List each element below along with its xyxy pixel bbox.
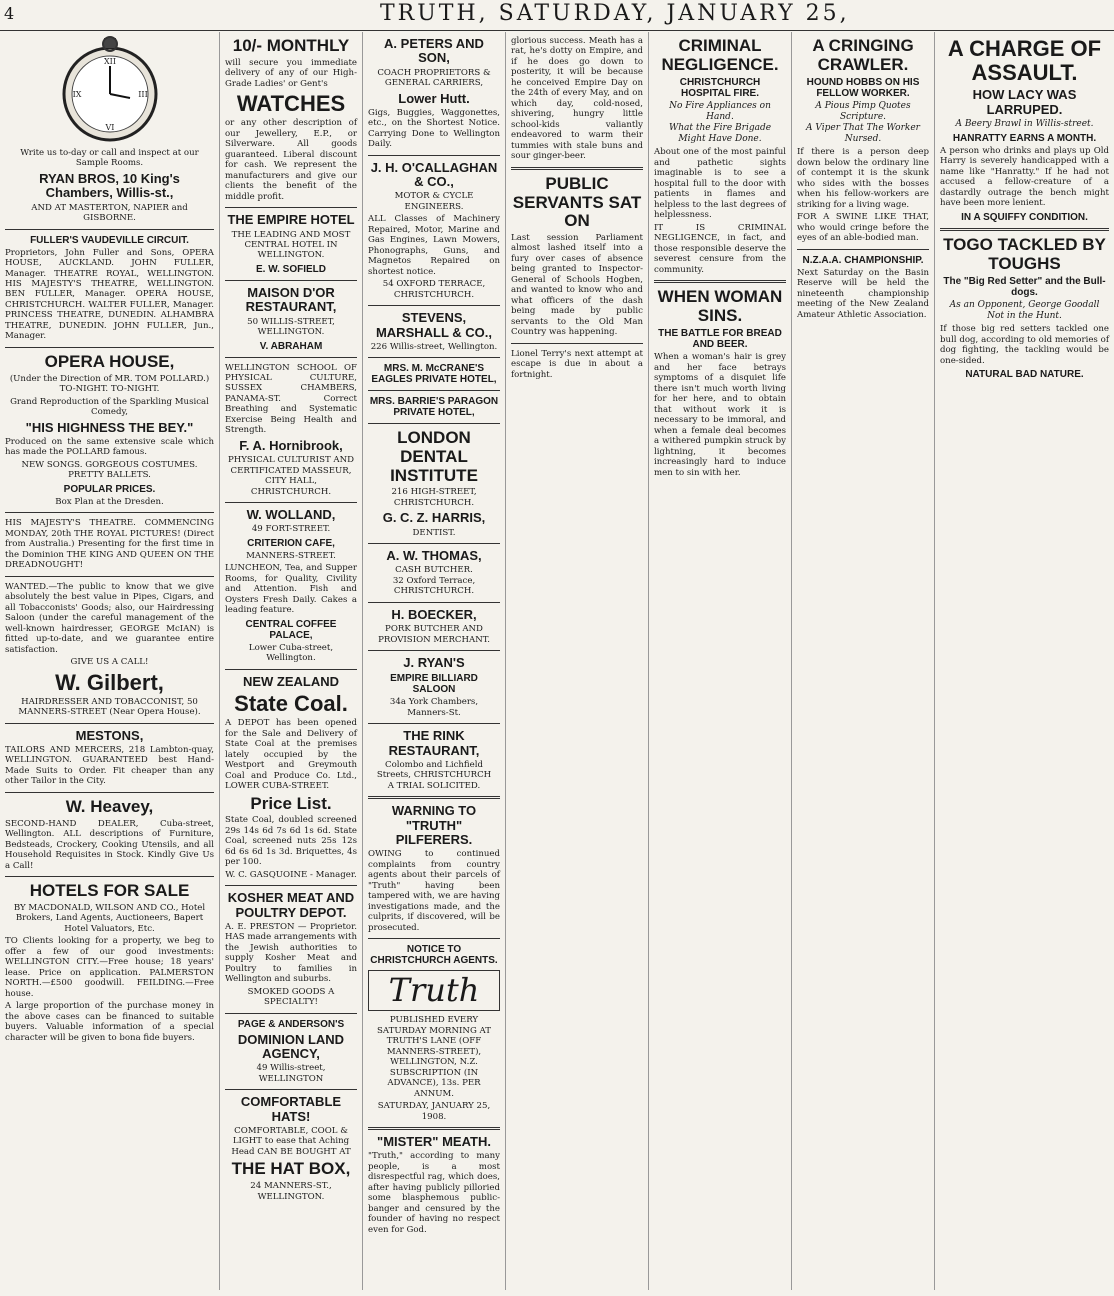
dominion-sub: 49 Willis-street, WELLINGTON (256, 1063, 326, 1084)
hotels-foot: A large proportion of the purchase money in the above cases can be financed to suitable buyers. Valuable information of a special character will be given to bona fide buyers. (5, 1001, 214, 1043)
crawler-body: If there is a person deep down below the ordinary line of contempt it is the skunk who sides with the bosses when his fellow-workers are striking for a living wage. (797, 147, 929, 210)
dental-title: LONDON DENTAL INSTITUTE (390, 428, 478, 485)
assault-title: A CHARGE OF ASSAULT. (947, 36, 1102, 86)
meath-body: glorious success. Meath has a rat, he's dotty on Empire, and if he does go down to posterity, it will be because he conceived Empire Day on the 24th of every May, and on which day, cold-nosed, shivering, hungry little school-kids valiantly endeavored to warm their tummies with stale buns and sour ginger-beer. (511, 36, 643, 162)
price-title: Price List. (250, 793, 332, 813)
harris-sub: DENTIST. (412, 527, 456, 538)
woman-sins-title: WHEN WOMAN SINS. (657, 287, 783, 325)
wanted-body: WANTED.—The public to know that we give absolutely the best value in Pipes, Cigars, and all Tobacconists' Goods; also, our Hairdressing Saloon (under the careful management of the well-known hairdresser, GEORGE McIAN) is fitted up-to-date, and we guarantee entire satisfaction. (5, 581, 214, 655)
hats-title: COMFORTABLE HATS! (240, 1094, 342, 1124)
opera-sub: (Under the Direction of MR. TOM POLLARD.) (9, 373, 210, 384)
opera-body2: Produced on the same extensive scale which has made the POLLARD famous. (5, 436, 214, 458)
squiffy-subhead: IN A SQUIFFY CONDITION. (961, 211, 1088, 223)
ocallaghan-sub: MOTOR & CYCLE ENGINEERS. (394, 191, 474, 212)
hornibrook-sub: PHYSICAL CULTURIST AND CERTIFICATED MASSEUR, CITY HALL, CHRISTCHURCH. (227, 455, 355, 497)
price-body: State Coal, doubled screened 29s 14s 6d 7s 6d 1s 6d. State Coal, screened nuts 25s 12s 6d 6s 6d 1s 3d. Briquettes, 4s per 100. (225, 815, 357, 868)
opera-body: Grand Reproduction of the Sparkling Musical Comedy, (10, 396, 209, 418)
coal-title-1: NEW ZEALAND (242, 673, 340, 689)
negligence-body: About one of the most painful and pathetic sights imaginable is to see a hospital full to the door with patients in flames and helpless to the last degrees of helplessness. (654, 147, 786, 221)
ryan-name: J. RYAN'S (403, 655, 465, 671)
opera-songs: NEW SONGS. GORGEOUS COSTUMES. PRETTY BALLETS. (21, 459, 198, 481)
peters-sub: COACH PROPRIETORS & GENERAL CARRIERS, (377, 67, 491, 89)
crawler-body-2: FOR A SWINE LIKE THAT, who would cringe before the eyes of an able-bodied man. (797, 212, 929, 244)
pocket-watch-illustration (35, 36, 185, 146)
public-servants-body: Last session Parliament almost lashed itself into a fury over cases of absence being granted to Inspector-General of Schools Hogben, and wanted to know who and what officers of the dash being made by public servants to the Old Man Country was happening. (511, 232, 643, 338)
ryan-sub: EMPIRE BILLIARD SALOON (390, 673, 478, 696)
fuller-title: FULLER'S VAUDEVILLE CIRCUIT. (30, 234, 189, 246)
monthly-title: 10/- MONTHLY (232, 36, 350, 55)
mister-meath-title: "MISTER" MEATH. (377, 1134, 491, 1150)
opera-title: OPERA HOUSE, (44, 351, 175, 371)
negligence-body-2: IT IS CRIMINAL NEGLIGENCE, in fact, and those responsible deserve the severest censure from the community. (654, 222, 786, 275)
hotels-body: TO Clients looking for a property, we beg to offer a few of our good investments: WELLINGTON CITY.—Free house; 18 years' lease. Price on application. PALMERSTON NORTH.—£500 goodwill. FEILDING.—Free house. (5, 936, 214, 999)
coal-body: A DEPOT has been opened for the Sale and Delivery of State Coal at the premises lately occupied by the Westport and Greymouth Coal and Produce Co. Ltd., LOWER CUBA-STREET. (225, 718, 357, 792)
gilbert-sub: HAIRDRESSER AND TOBACCONIST, 50 MANNERS-STREET (Near Opera House). (18, 696, 201, 718)
column-4 (506, 32, 649, 1290)
criterion-sub: MANNERS-STREET. (246, 550, 336, 561)
dental-sub: 216 HIGH-STREET, CHRISTCHURCH. (391, 487, 477, 508)
heavey-body: SECOND-HAND DEALER, Cuba-street, Wellington. ALL descriptions of Furniture, Bedsteads, Crockery, Cooking Utensils, and all Household Requisites in Stock. Kindly Give Us a Call! (5, 818, 214, 871)
kosher-body: A. E. PRESTON — Proprietor. HAS made arrangements with the Jewish authorities to supply Kosher Meat and Poultry to families in Wellington and suburbs. (225, 921, 357, 985)
opera-plan: Box Plan at the Dresden. (55, 496, 164, 507)
eagles-title: MRS. M. McCRANE'S EAGLES PRIVATE HOTEL, (371, 363, 497, 386)
peters-body: Gigs, Buggies, Waggonettes, etc., on the Shortest Notice. Carrying Done to Wellington Daily. (368, 107, 500, 150)
boecker-sub: PORK BUTCHER AND PROVISION MERCHANT. (378, 624, 490, 645)
togo-title: TOGO TACKLED BY TOUGHS (943, 234, 1106, 273)
mister-meath-body: "Truth," according to many people, is a most disrespectful rag, which does, after having publicly pilloried some blasphemous public-banger and censured by the founder of having no respect even for God. (368, 1151, 500, 1235)
hatbox-sub: 24 MANNERS-ST., WELLINGTON. (250, 1181, 332, 1202)
dateline: SATURDAY, JANUARY 25, 1908. (377, 1101, 491, 1122)
svg-text:XII: XII (103, 57, 116, 66)
criterion-title: CRITERION CAFE, (247, 537, 335, 549)
empire-title: THE EMPIRE HOTEL (227, 212, 355, 228)
meston-name: MESTONS, (75, 727, 144, 743)
fuller-body: Proprietors, John Fuller and Sons, OPERA HOUSE, AUCKLAND. JOHN FULLER, Manager. THEATRE ROYAL, WELLINGTON. HIS MAJESTY'S THEATRE, WELLINGTON. BEN FULLER, Manager. OPERA HOUSE, CHRISTCHURCH. WALTER FULLER, Manager. PRINCESS THEATRE, DUNEDIN. ALHAMBRA THEATRE, DUNEDIN. JOHN FULLER, Jun., Manager. (5, 247, 214, 342)
wolland-name: W. WOLLAND, (246, 507, 336, 523)
dominion-title: DOMINION LAND AGENCY, (237, 1031, 345, 1062)
coal-title-2: State Coal. (234, 691, 348, 717)
empire-manager: E. W. SOFIELD (255, 263, 326, 275)
togo-sub-2: As an Opponent, George Goodall Not in the Hunt. (949, 300, 1100, 322)
newspaper-title: TRUTH, SATURDAY, JANUARY 25, (380, 1, 850, 26)
stevens-sub: 226 Willis-street, Wellington. (370, 341, 498, 352)
monthly-body2: or any other description of our Jewellery, E.P., or Silverware. All goods guaranteed. Liberal discount for cash. We represent the manufacturers and give our clients the benefit of the middle profit. (225, 118, 357, 202)
opera-tonight: TO-NIGHT. TO-NIGHT. (59, 384, 160, 395)
togo-sub: The "Big Red Setter" and the Bull-dogs. (943, 276, 1106, 299)
hotels-title: HOTELS FOR SALE (29, 881, 190, 901)
smoked-goods: SMOKED GOODS A SPECIALTY! (247, 986, 335, 1008)
majesty-body: HIS MAJESTY'S THEATRE. COMMENCING MONDAY, 20th THE ROYAL PICTURES! (Direct from Australia.) Presenting for the first time in the Dominion THE KING AND QUEEN ON THE DREADNOUGHT! (5, 518, 214, 571)
public-servants-title: PUBLIC SERVANTS SAT ON (512, 173, 642, 231)
watches-title: WATCHES (236, 91, 346, 117)
gilbert-name: W. Gilbert, (55, 669, 164, 695)
watch-seller-sub: AND AT MASTERTON, NAPIER and GISBORNE. (31, 202, 188, 224)
page-anderson: PAGE & ANDERSON'S (237, 1018, 345, 1030)
hotels-by: BY MACDONALD, WILSON AND CO., Hotel Brokers, Land Agents, Auctioneers, Bapert Hotel Valuators, Etc. (13, 902, 206, 934)
ocallaghan-address: 54 OXFORD TERRACE, CHRISTCHURCH. (382, 279, 486, 300)
wolland-sub: 49 FORT-STREET. (251, 524, 331, 535)
maison-manager: V. ABRAHAM (259, 340, 323, 352)
peters-title: A. PETERS AND SON, (384, 36, 484, 66)
peters-location: Lower Hutt. (398, 90, 470, 106)
negligence-sub-2: No Fire Appliances on Hand. (669, 101, 771, 123)
column-6 (792, 32, 935, 1290)
harris-name: G. C. Z. HARRIS, (382, 510, 486, 526)
ryan-location: 34a York Chambers, Manners-St. (389, 697, 479, 718)
assault-body: A person who drinks and plays up Old Harry is severely handicapped with a name like "Hanratty." If he had not accused a fellow-creature of a dastardly outrage the bench might have been more lenient. (940, 145, 1109, 209)
central-sub: Lower Cuba-street, Wellington. (248, 642, 334, 664)
assault-sub: HOW LACY WAS LARRUPED. (972, 87, 1077, 117)
nzaa-title: N.Z.A.A. CHAMPIONSHIP. (802, 254, 924, 266)
thomas-name: A. W. THOMAS, (386, 548, 482, 564)
hatbox-title: THE HAT BOX, (231, 1159, 351, 1179)
svg-text:IX: IX (72, 90, 81, 99)
ocallaghan-title: J. H. O'CALLAGHAN & CO., (370, 159, 498, 190)
page-number: 4 (4, 4, 15, 23)
togo-body: If those big red setters tackled one bull dog, according to old memories of dog fighting, the tackling would be one-sided. (940, 324, 1109, 366)
maison-title: MAISON D'OR RESTAURANT, (245, 284, 337, 315)
column-1 (0, 32, 220, 1290)
meston-body: TAILORS AND MERCERS, 218 Lambton-quay, WELLINGTON. GUARANTEED best Hand-Made Suits to Order. Fit cheaper than any other Tailor in the City. (5, 744, 214, 787)
published-notice: PUBLISHED EVERY SATURDAY MORNING AT TRUTH'S LANE (OFF MANNERS-STREET), WELLINGTON, N.Z. SUBSCRIPTION (IN ADVANCE), 13s. PER ANNUM. (376, 1015, 492, 1099)
truth-logo: Truth (368, 970, 500, 1011)
warning-body: OWING to continued complaints from country agents about their parcels of "Truth" having been tampered with, we are having investigations made, and the culprits, if discovered, will be prosecuted. (368, 849, 500, 933)
heavey-name: W. Heavey, (65, 796, 154, 816)
column-3 (363, 32, 506, 1290)
assault-sub-2: A Beery Brawl in Willis-street. (955, 118, 1094, 129)
column-5 (649, 32, 792, 1290)
negligence-sub: CHRISTCHURCH HOSPITAL FIRE. (679, 77, 761, 100)
central-title: CENTRAL COFFEE PALACE, (245, 618, 337, 641)
monthly-body: will secure you immediate delivery of any of our High-Grade Ladies' or Gent's (225, 57, 357, 89)
negligence-title: CRIMINAL NEGLIGENCE. (661, 36, 779, 74)
criterion-body: LUNCHEON, Tea, and Supper Rooms, for Quality, Civility and Attention. Fish and Oysters Fresh Daily. Cakes a leading feature. (225, 563, 357, 616)
rink-sub: Colombo and Lichfield Streets, CHRISTCHURCH (376, 760, 492, 781)
give-call: GIVE US A CALL! (70, 657, 149, 668)
lionel-terry-note: Lionel Terry's next attempt at escape is due in about a fortnight. (511, 348, 643, 380)
thomas-sub: CASH BUTCHER. (395, 565, 473, 576)
notice-title: NOTICE TO CHRISTCHURCH AGENTS. (370, 944, 498, 967)
column-2 (220, 32, 363, 1290)
nzaa-body: Next Saturday on the Basin Reserve will be held the nineteenth championship meeting of the New Zealand Amateur Athletic Association. (797, 267, 929, 320)
maison-sub: 50 WILLIS-STREET, WELLINGTON. (247, 316, 335, 338)
rink-solicit: A TRIAL SOLICITED. (387, 780, 481, 791)
svg-text:VI: VI (105, 123, 114, 132)
rink-title: THE RINK RESTAURANT, (388, 728, 480, 758)
warning-title: WARNING TO "TRUTH" PILFERERS. (391, 803, 477, 848)
crawler-sub-3: A Viper That The Worker Nursed. (806, 123, 920, 145)
thomas-address: 32 Oxford Terrace, CHRISTCHURCH. (392, 575, 476, 597)
physical-body: WELLINGTON SCHOOL OF PHYSICAL CULTURE, SUSSEX CHAMBERS, PANAMA-ST. Correct Breathing and Systematic Exercise Being Health and Strength. (225, 362, 357, 436)
watch-text: Write us to-day or call and inspect at our Sample Rooms. (20, 148, 199, 169)
hornibrook-name: F. A. Hornibrook, (239, 437, 343, 453)
watch-seller: RYAN BROS, 10 King's Chambers, Willis-st., (39, 170, 180, 201)
natural-subhead: NATURAL BAD NATURE. (965, 369, 1084, 381)
paragon-title: MRS. BARRIE'S PARAGON PRIVATE HOTEL, (369, 396, 499, 419)
crawler-sub-2: A Pious Pimp Quotes Scripture. (815, 101, 911, 123)
crawler-title: A CRINGING CRAWLER. (812, 36, 914, 74)
boecker-name: H. BOECKER, (391, 606, 477, 622)
ocallaghan-body: ALL Classes of Machinery Repaired, Motor, Marine and Gas Engines, Lawn Mowers, Phonographs, Guns, and Magnetos Repaired on shortest notice. (368, 214, 500, 277)
opera-show: "HIS HIGHNESS THE BEY." (25, 419, 194, 435)
hats-body: COMFORTABLE, COOL & LIGHT to ease that Aching Head CAN BE BOUGHT AT (231, 1125, 351, 1157)
assault-sub-3: HANRATTY EARNS A MONTH. (952, 132, 1097, 144)
gasquoine: W. C. GASQUOINE - Manager. (225, 869, 357, 880)
stevens-title: STEVENS, MARSHALL & CO., (375, 310, 493, 340)
woman-sins-body: When a woman's hair is grey and her face betrays symptoms of a disquiet life there isn't much worth living for her here, and to obtain that without work it is necessary to be immoral, and when a female deal becomes a withered pumpkin struck by lightning, it becomes increasingly hard to induce men to sin with her. (654, 352, 786, 478)
negligence-sub-3: What the Fire Brigade Might Have Done. (668, 123, 772, 145)
kosher-title: KOSHER MEAT AND POULTRY DEPOT. (227, 890, 355, 920)
masthead (0, 0, 1114, 31)
opera-prices: POPULAR PRICES. (63, 483, 156, 495)
crawler-sub: HOUND HOBBS ON HIS FELLOW WORKER. (806, 77, 920, 100)
woman-sins-sub: THE BATTLE FOR BREAD AND BEER. (658, 328, 782, 351)
svg-text:III: III (137, 90, 148, 99)
empire-sub: THE LEADING AND MOST CENTRAL HOTEL IN WELLINGTON. (231, 229, 351, 261)
column-7 (935, 32, 1114, 1290)
